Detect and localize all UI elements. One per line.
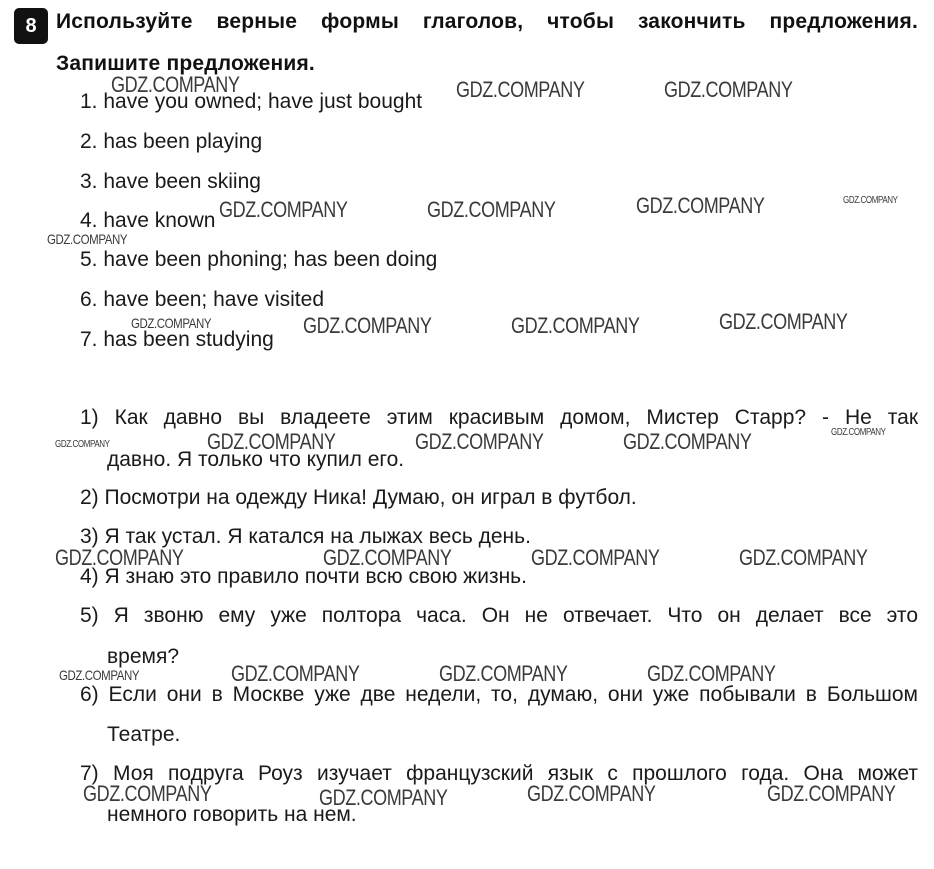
watermark: GDZ.COMPANY [131, 315, 212, 331]
watermark: GDZ.COMPANY [219, 197, 348, 222]
translation-6-line-2: Театре. [107, 723, 181, 746]
translation-6-line-1: 6) Если они в Москве уже две недели, то, думаю, они уже побывали в Большом [80, 683, 918, 706]
translation-1-line-2: давно. Я только что купил его. [107, 448, 405, 471]
answer-5: 5. have been phoning; has been doing [80, 248, 438, 271]
watermark: GDZ.COMPANY [531, 545, 660, 570]
watermark: GDZ.COMPANY [207, 429, 336, 454]
watermark: GDZ.COMPANY [47, 231, 128, 247]
watermark: GDZ.COMPANY [111, 72, 240, 97]
watermark: GDZ.COMPANY [719, 309, 848, 334]
watermark: GDZ.COMPANY [527, 781, 656, 806]
translation-7-line-1: 7) Моя подруга Роуз изучает французский язык с прошлого года. Она может [80, 762, 918, 785]
watermark: GDZ.COMPANY [831, 427, 886, 438]
watermark: GDZ.COMPANY [55, 545, 184, 570]
translation-4: 4) Я знаю это правило почти всю свою жизнь. [80, 565, 527, 588]
watermark: GDZ.COMPANY [415, 429, 544, 454]
watermark: GDZ.COMPANY [319, 785, 448, 810]
watermark: GDZ.COMPANY [767, 781, 896, 806]
watermark: GDZ.COMPANY [303, 313, 432, 338]
watermark: GDZ.COMPANY [636, 193, 765, 218]
watermark: GDZ.COMPANY [739, 545, 868, 570]
translation-5-line-1: 5) Я звоню ему уже полтора часа. Он не отвечает. Что он делает все это [80, 604, 918, 627]
answer-7: 7. has been studying [80, 328, 274, 351]
watermark: GDZ.COMPANY [231, 661, 360, 686]
translation-1-line-1: 1) Как давно вы владеете этим красивым домом, Мистер Старр? - Не так [80, 406, 918, 429]
translation-2: 2) Посмотри на одежду Ника! Думаю, он играл в футбол. [80, 486, 637, 509]
watermark: GDZ.COMPANY [427, 197, 556, 222]
watermark: GDZ.COMPANY [843, 195, 898, 206]
watermark: GDZ.COMPANY [323, 545, 452, 570]
watermark: GDZ.COMPANY [59, 667, 140, 683]
watermark: GDZ.COMPANY [511, 313, 640, 338]
watermark: GDZ.COMPANY [83, 781, 212, 806]
answer-2: 2. has been playing [80, 130, 263, 153]
watermark: GDZ.COMPANY [623, 429, 752, 454]
answer-3: 3. have been skiing [80, 170, 261, 193]
answer-1: 1. have you owned; have just bought [80, 90, 423, 113]
watermark: GDZ.COMPANY [439, 661, 568, 686]
instruction-line-2: Запишите предложения. [56, 52, 315, 75]
answer-6: 6. have been; have visited [80, 288, 325, 311]
watermark: GDZ.COMPANY [647, 661, 776, 686]
exercise-number-badge: 8 [14, 8, 48, 44]
watermark: GDZ.COMPANY [55, 439, 110, 450]
watermark: GDZ.COMPANY [456, 77, 585, 102]
translation-5-line-2: время? [107, 645, 180, 668]
answer-4: 4. have known [80, 209, 216, 232]
watermark: GDZ.COMPANY [664, 77, 793, 102]
translation-3: 3) Я так устал. Я катался на лыжах весь день. [80, 525, 531, 548]
instruction-line-1: Используйте верные формы глаголов, чтобы закончить предложения. [56, 10, 918, 33]
translation-7-line-2: немного говорить на нем. [107, 803, 357, 826]
